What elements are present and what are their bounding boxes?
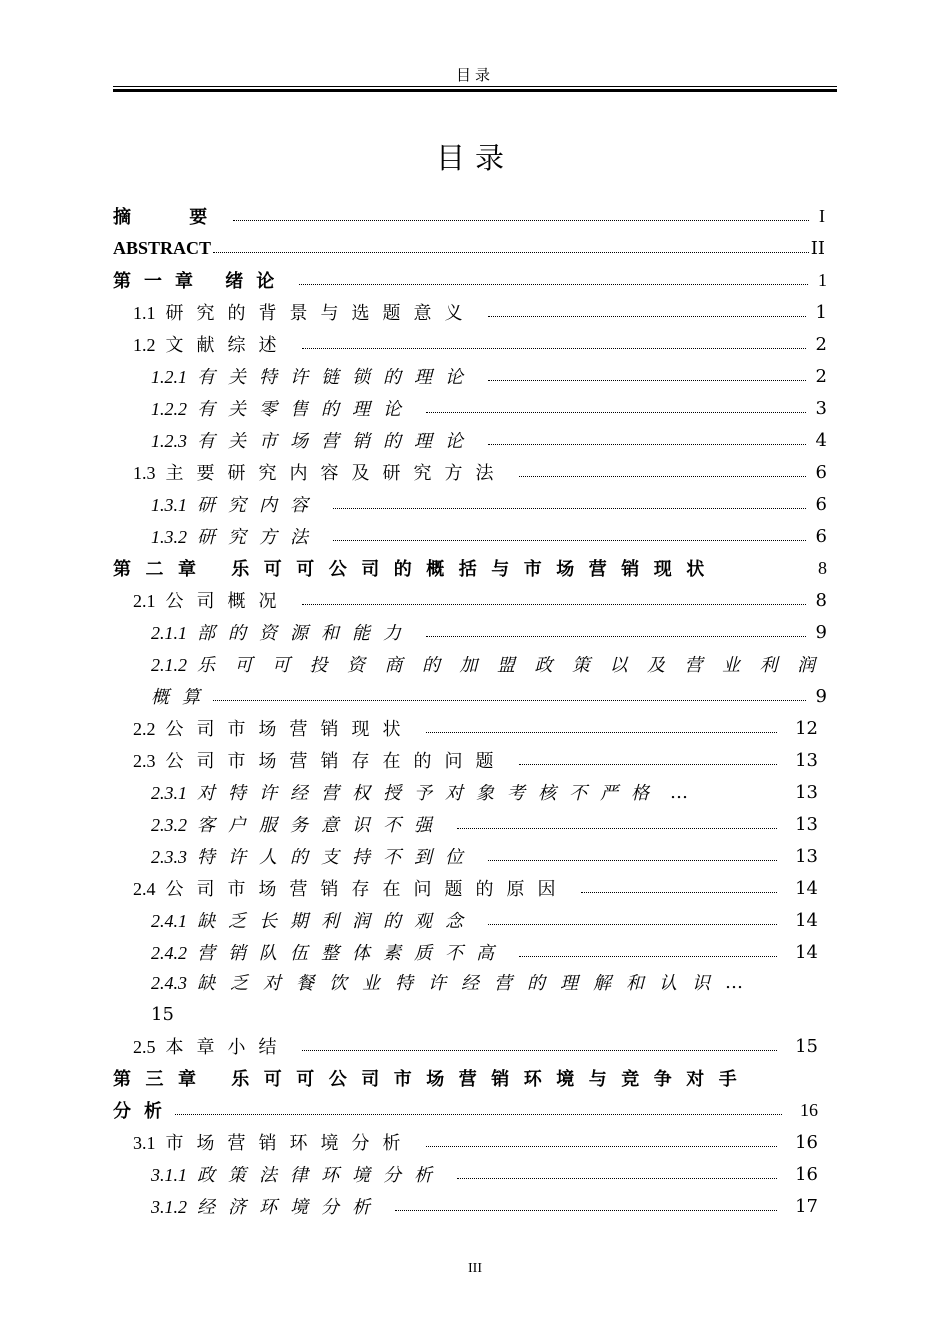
leader-dots (175, 1114, 782, 1115)
toc-entry-2-2[interactable] (133, 712, 818, 744)
leader-dots (488, 860, 777, 861)
toc-page-number: 6 (815, 525, 827, 547)
toc-entry-label: 公司概况 (165, 591, 290, 612)
toc-entry-label: 主要研究内容及研究方法 (165, 463, 507, 484)
leader-dots (488, 924, 777, 925)
toc-entry-label: 第三章 乐可可公司市场营销环境与竞争对手 (113, 1069, 752, 1090)
leader-dots (333, 508, 806, 509)
toc-page-number: 14 (795, 941, 818, 963)
toc-entry-abstract-cn[interactable] (113, 200, 825, 232)
toc-entry-2-4-1[interactable] (151, 904, 818, 936)
leader-dots (426, 1146, 778, 1147)
toc-page-number: 16 (795, 1131, 818, 1153)
page-title: 目录 (435, 141, 514, 175)
toc-entry-1-3[interactable] (133, 456, 827, 488)
leader-dots (519, 764, 778, 765)
leader-dots (581, 892, 778, 893)
running-header: 目录 (455, 66, 494, 84)
toc-entry-number: 2.4.3 (151, 973, 187, 993)
toc-entry-label: 对特许经营权授予对象考核不严格 (197, 783, 662, 804)
toc-page-number: 9 (815, 621, 827, 643)
toc-entry-label: ABSTRACT (113, 237, 212, 258)
toc-entry-2-3-2[interactable] (151, 808, 818, 840)
toc-page-number: 2 (815, 333, 827, 355)
toc-entry-number: 1.1 (133, 303, 156, 323)
toc-entry-2-4-3-page[interactable] (151, 998, 231, 1030)
leader-dots (213, 700, 806, 701)
leader-dots (302, 604, 806, 605)
toc-entry-label: 经济环境分析 (197, 1197, 383, 1218)
toc-page-number: 16 (800, 1099, 818, 1120)
leader-dots (233, 220, 809, 221)
toc-entry-abstract-en[interactable] (113, 232, 825, 264)
toc-entry-2-3-1[interactable] (151, 776, 818, 808)
toc-entry-label: 缺乏长期利润的观念 (197, 911, 476, 932)
leader-dots (457, 828, 777, 829)
header-rule-thin (113, 86, 837, 87)
toc-entry-label: 营销队伍整体素质不高 (197, 943, 507, 964)
toc-page-number: 8 (815, 589, 827, 611)
toc-page-number: 6 (815, 461, 827, 483)
toc-page-number: 15 (151, 1003, 174, 1025)
toc-page-number: 12 (795, 717, 818, 739)
toc-entry-label-continued: 分析 (113, 1101, 175, 1122)
toc-entry-number: 1.3.2 (151, 527, 187, 547)
toc-entry-2-3[interactable] (133, 744, 818, 776)
toc-entry-label: 摘 要 (113, 207, 234, 228)
toc-page-number: 3 (815, 397, 827, 419)
toc-entry-number: 2.1.1 (151, 623, 187, 643)
leader-dots (488, 316, 806, 317)
toc-entry-2-5[interactable] (133, 1030, 818, 1062)
toc-page-number: 15 (795, 1035, 818, 1057)
toc-entry-2-3-3[interactable] (151, 840, 818, 872)
toc-entry-label: 乐可可投资商的加盟政策以及营业利润 (197, 655, 835, 676)
toc-entry-label: 本章小结 (165, 1037, 290, 1058)
toc-page-number: 13 (795, 781, 818, 803)
toc-page-number: 17 (795, 1195, 818, 1217)
toc-entry-label: 有关特许链锁的理论 (197, 367, 476, 388)
leader-dots (519, 476, 806, 477)
toc-entry-number: 2.1 (133, 591, 156, 611)
toc-entry-label: 市场营销环境分析 (165, 1133, 414, 1154)
toc-entry-2-4-2[interactable] (151, 936, 818, 968)
toc-entry-1-3-2[interactable] (151, 520, 827, 552)
toc-entry-chapter-1[interactable] (113, 264, 827, 296)
toc-entry-1-3-1[interactable] (151, 488, 827, 520)
toc-entry-1-2-3[interactable] (151, 424, 827, 456)
toc-entry-chapter-3[interactable] (113, 1062, 827, 1094)
leader-dots (426, 732, 778, 733)
toc-page-number: 4 (815, 429, 827, 451)
toc-entry-2-1[interactable] (133, 584, 827, 616)
toc-entry-number: 1.2.1 (151, 367, 187, 387)
page-number-footer: III (468, 1261, 482, 1276)
toc-entry-label: 研究的背景与选题意义 (165, 303, 476, 324)
toc-entry-number: 2.4.1 (151, 911, 187, 931)
toc-entry-1-2[interactable] (133, 328, 827, 360)
toc-page-number: 6 (815, 493, 827, 515)
toc-page-number: 2 (815, 365, 827, 387)
leader-dots (299, 284, 808, 285)
toc-entry-label: 特许人的支持不到位 (197, 847, 476, 868)
toc-entry-label: 公司市场营销存在的问题 (165, 751, 507, 772)
toc-entry-number: 2.3 (133, 751, 156, 771)
leader-dots (457, 1178, 777, 1179)
toc-entry-number: 2.3.2 (151, 815, 187, 835)
leader-dots (426, 412, 806, 413)
toc-page-number: 14 (795, 877, 818, 899)
toc-entry-number: 2.4 (133, 879, 156, 899)
toc-entry-number: 2.5 (133, 1037, 156, 1057)
toc-page-number: 13 (795, 749, 818, 771)
ellipsis: … (670, 781, 688, 803)
toc-entry-2-4-3[interactable] (151, 966, 827, 998)
leader-dots (333, 540, 806, 541)
toc-entry-chapter-3-continued[interactable] (113, 1094, 818, 1126)
toc-entry-label: 研究内容 (197, 495, 321, 516)
toc-page-number: II (810, 237, 825, 259)
leader-dots (302, 1050, 778, 1051)
leader-dots (488, 444, 806, 445)
toc-page-number: 13 (795, 813, 818, 835)
leader-dots (426, 636, 806, 637)
toc-page-number: 16 (795, 1163, 818, 1185)
toc-entry-number: 3.1.1 (151, 1165, 187, 1185)
toc-entry-number: 1.2.2 (151, 399, 187, 419)
toc-entry-label: 客户服务意识不强 (197, 815, 445, 836)
toc-page-number: 8 (818, 557, 827, 578)
leader-dots (488, 380, 806, 381)
toc-entry-label: 政策法律环境分析 (197, 1165, 445, 1186)
leader-dots (395, 1210, 777, 1211)
toc-entry-number: 3.1 (133, 1133, 156, 1153)
toc-entry-number: 2.2 (133, 719, 156, 739)
header-rule-thick (113, 89, 837, 92)
toc-entry-2-1-2-continued[interactable] (151, 680, 827, 712)
toc-entry-2-1-1[interactable] (151, 616, 827, 648)
toc-entry-number: 1.3.1 (151, 495, 187, 515)
toc-entry-number: 2.3.1 (151, 783, 187, 803)
toc-page-number: 14 (795, 909, 818, 931)
leader-dots (213, 252, 809, 253)
toc-entry-label: 公司市场营销存在问题的原因 (165, 879, 569, 900)
ellipsis: … (725, 971, 743, 993)
toc-entry-label: 部的资源和能力 (197, 623, 414, 644)
leader-dots (302, 348, 806, 349)
toc-entry-number: 2.1.2 (151, 655, 187, 675)
toc-page-number: I (819, 205, 825, 226)
toc-entry-label: 研究方法 (197, 527, 321, 548)
toc-entry-3-1[interactable] (133, 1126, 818, 1158)
toc-entry-1-2-2[interactable] (151, 392, 827, 424)
toc-entry-2-4[interactable] (133, 872, 818, 904)
toc-page-number: 13 (795, 845, 818, 867)
toc-entry-1-2-1[interactable] (151, 360, 827, 392)
toc-entry-label: 第二章 乐可可公司的概括与市场营销现状 (113, 559, 719, 580)
toc-page-number: 1 (818, 269, 827, 290)
toc-entry-label: 有关零售的理论 (197, 399, 414, 420)
toc-entry-label: 公司市场营销现状 (165, 719, 414, 740)
toc-page-number: 1 (815, 301, 827, 323)
leader-dots (519, 956, 777, 957)
toc-entry-number: 2.4.2 (151, 943, 187, 963)
toc-entry-label-continued: 概算 (151, 687, 213, 708)
toc-entry-3-1-1[interactable] (151, 1158, 818, 1190)
toc-entry-label: 有关市场营销的理论 (197, 431, 476, 452)
toc-entry-number: 2.3.3 (151, 847, 187, 867)
toc-entry-label: 文献综述 (165, 335, 290, 356)
toc-entry-3-1-2[interactable] (151, 1190, 818, 1222)
toc-entry-label: 第一章 绪论 (113, 271, 288, 292)
toc-page-number: 9 (815, 685, 827, 707)
toc-entry-chapter-2[interactable] (113, 552, 827, 584)
toc-entry-number: 1.3 (133, 463, 156, 483)
toc-entry-label: 缺乏对餐饮业特许经营的理解和认识 (197, 973, 725, 994)
toc-entry-1-1[interactable] (133, 296, 827, 328)
toc-entry-number: 1.2.3 (151, 431, 187, 451)
toc-entry-2-1-2[interactable] (151, 648, 835, 680)
toc-entry-number: 1.2 (133, 335, 156, 355)
toc-entry-number: 3.1.2 (151, 1197, 187, 1217)
